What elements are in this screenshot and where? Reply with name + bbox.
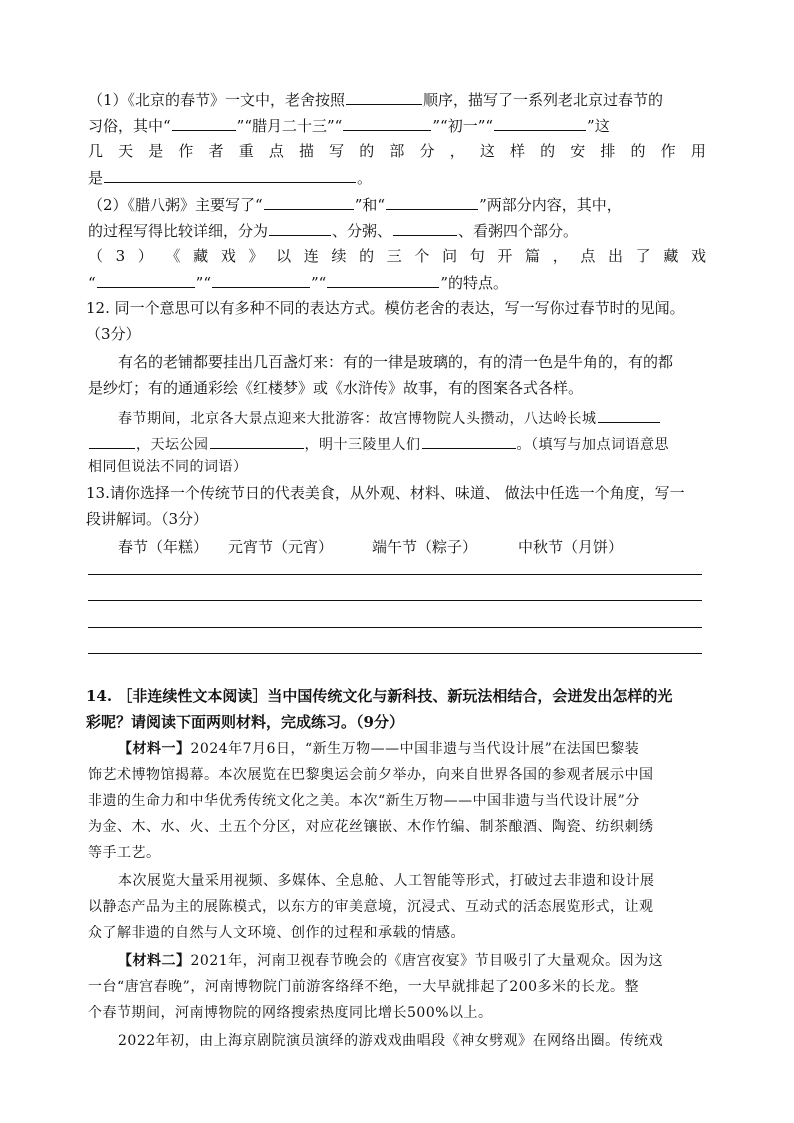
text: 等手工艺。 (88, 845, 161, 861)
char: 句 (469, 247, 485, 265)
text: （3分） (86, 325, 141, 343)
text: 彩呢？请阅读下面两则材料，完成练习。（9分） (86, 713, 404, 731)
char: 的 (630, 142, 646, 160)
blank[interactable] (393, 217, 457, 236)
char: 篇 (525, 247, 541, 265)
q11-p2-line1 (88, 191, 622, 217)
blank[interactable] (422, 430, 516, 449)
text: 一台“唐宫春晚”，河南博物院门前游客络绎不绝，一大早就排起了200多米的长龙。整 (88, 979, 640, 995)
text: ”这 (587, 117, 610, 135)
text: ”“初一”“ (432, 117, 494, 135)
text: “ (88, 274, 96, 292)
option-lantern-festival: 元宵节（元宵） (228, 538, 334, 556)
char: 出 (608, 247, 624, 265)
blank[interactable] (264, 191, 354, 210)
char: 点 (580, 247, 596, 265)
q11-p3-line2 (88, 269, 508, 295)
text: 习俗，其中“ (88, 117, 171, 135)
char: 戏 (220, 247, 236, 265)
material-two-label: 【材料二】 (118, 953, 191, 969)
blank[interactable] (104, 164, 356, 183)
char: 藏 (193, 247, 209, 265)
char: 用 (690, 142, 706, 160)
text: ”和“ (354, 196, 386, 214)
text: 非遗的生命力和中华优秀传统文化之美。本次“新生万物——中国非遗与当代设计展”分 (88, 793, 640, 809)
text: ”的特点。 (440, 274, 509, 292)
q12-score (86, 321, 141, 347)
text: 有名的老铺都要挂出几百盏灯来：有的一律是玻璃的，有的清一色是牛角的，有的都 (118, 353, 674, 371)
q14-m1-p2-line3 (88, 920, 465, 946)
char: 三 (386, 247, 402, 265)
text: 、分粥、 (332, 222, 393, 240)
q12-quote-2 (88, 375, 583, 401)
char: 分 (419, 142, 435, 160)
blank[interactable] (210, 430, 304, 449)
char: 排 (600, 142, 616, 160)
text: ”“ (195, 274, 212, 292)
blank[interactable] (97, 269, 195, 288)
char: 》 (248, 247, 264, 265)
text: （2）《腊八粥》主要写了“ (88, 196, 263, 214)
text: 是纱灯；有的通通彩绘《红楼梦》或《水浒传》故事，有的图案各式各样。 (88, 379, 584, 397)
char: 的 (540, 142, 556, 160)
q13-title-2 (86, 506, 208, 532)
answer-line-1[interactable] (88, 574, 702, 575)
char: 个 (414, 247, 430, 265)
char: 3 (115, 247, 126, 265)
answer-line-2[interactable] (88, 600, 702, 601)
blank[interactable] (598, 404, 660, 423)
char: 样 (509, 142, 525, 160)
char: 了 (635, 247, 651, 265)
text: 段讲解词。（3分） (86, 510, 209, 528)
text: 相同但说法不同的词语） (88, 459, 248, 475)
q11-p2-line2 (88, 217, 578, 243)
q14-m1-line2 (88, 762, 654, 788)
q14-m2-p2-line1 (118, 1028, 663, 1054)
blank[interactable] (327, 269, 439, 288)
blank[interactable] (346, 86, 422, 105)
q14-m1-p2-line1 (118, 868, 655, 894)
char: 者 (208, 142, 224, 160)
q11-p1-line4 (88, 164, 372, 190)
char: 续 (331, 247, 347, 265)
char: 《 (165, 247, 181, 265)
option-dragon-boat: 端午节（粽子） (372, 538, 478, 556)
char: 几 (88, 142, 104, 160)
text: ，明十三陵里人们 (304, 437, 421, 453)
text: 以静态产品为主的展陈模式，以东方的审美意境，沉浸式、互动式的活态展览形式，让观 (88, 899, 654, 915)
blank[interactable] (343, 112, 431, 131)
text: 为金、木、水、火、土五个分区，对应花丝镶嵌、木作竹编、制茶酿酒、陶瓷、纺织刺绣 (88, 819, 654, 835)
q14-m2-line1 (118, 948, 663, 974)
text: 是 (88, 169, 104, 187)
q14-m1-line4 (88, 814, 654, 840)
q12-example-2 (88, 430, 669, 456)
q12-example-1 (118, 404, 661, 430)
char: ， (449, 142, 465, 160)
text: 个春节期间，河南博物院的网络搜索热度同比增长500%以上。 (88, 1005, 493, 1021)
q14-title-1 (86, 683, 672, 709)
char: 连 (303, 247, 319, 265)
char: 部 (389, 142, 405, 160)
text: 2022年初，由上海京剧院演员演绎的游戏戏曲唱段《神女劈观》在网络出圈。传统戏 (118, 1033, 664, 1049)
blank[interactable] (212, 269, 310, 288)
text: 的过程写得比较详细，分为 (88, 222, 269, 240)
text: ，天坛公园 (136, 437, 209, 453)
char: 藏 (663, 247, 679, 265)
char: ， (552, 247, 568, 265)
text: 顺序，描写了一系列老北京过春节的 (423, 91, 664, 109)
q14-m2-line2 (88, 974, 639, 1000)
char: 以 (276, 247, 292, 265)
text: 13.请你选择一个传统节日的代表美食，从外观、材料、味道、 做法中任选一个角度，写一 (86, 484, 685, 502)
text: （1）《北京的春节》一文中，老舍按照 (88, 91, 346, 109)
answer-line-3[interactable] (88, 627, 702, 628)
text: ”“ (311, 274, 327, 292)
char: 作 (660, 142, 676, 160)
text: 2021年，河南卫视春节晚会的《唐宫夜宴》节目吸引了大量观众。因为这 (190, 953, 664, 969)
char: 天 (118, 142, 134, 160)
char: 问 (442, 247, 458, 265)
char: （ (88, 247, 104, 265)
q11-p1-line3 (88, 138, 706, 164)
q12-example-3 (88, 454, 248, 480)
q14-title-2 (86, 709, 404, 735)
text: 众了解非遗的自然与人文环境、创作的过程和承载的情感。 (88, 925, 465, 941)
char: 这 (479, 142, 495, 160)
text: 2024年7月6日，“新生万物——中国非遗与当代设计展”在法国巴黎装 (190, 741, 640, 757)
blank[interactable] (386, 191, 478, 210)
q14-m1-p2-line2 (88, 894, 654, 920)
char: 是 (148, 142, 164, 160)
char: 戏 (690, 247, 706, 265)
text: 14. ［非连续性文本阅读］当中国传统文化与新科技、新玩法相结合，会迸发出怎样的光 (86, 687, 673, 705)
text: 春节期间，北京各大景点迎来大批游客：故宫博物院人头攒动，八达岭长城 (118, 411, 597, 427)
text: 。（填写与加点词语意思 (516, 437, 669, 453)
q11-p1-line1 (88, 86, 663, 112)
char: ） (137, 247, 153, 265)
option-spring-festival: 春节（年糕） (118, 538, 209, 556)
blank[interactable] (89, 430, 135, 449)
text: ”两部分内容，其中， (479, 196, 622, 214)
text: 、看粥四个部分。 (458, 222, 579, 240)
char: 重 (238, 142, 254, 160)
q11-p3-line1 (88, 243, 706, 269)
q14-m1-line5 (88, 840, 161, 866)
blank[interactable] (269, 217, 331, 236)
char: 点 (268, 142, 284, 160)
char: 的 (359, 142, 375, 160)
char: 的 (359, 247, 375, 265)
q13-title-1 (86, 480, 685, 506)
char: 开 (497, 247, 513, 265)
text: 本次展览大量采用视频、多媒体、全息舱、人工智能等形式，打破过去非遗和设计展 (118, 873, 655, 889)
char: 安 (570, 142, 586, 160)
blank[interactable] (172, 112, 236, 131)
blank[interactable] (494, 112, 586, 131)
char: 作 (178, 142, 194, 160)
q12-title (86, 295, 685, 321)
material-one-label: 【材料一】 (118, 741, 191, 757)
option-mid-autumn: 中秋节（月饼） (518, 538, 624, 556)
text: 。 (357, 169, 373, 187)
char: 写 (329, 142, 345, 160)
q14-m1-line3 (88, 788, 640, 814)
q14-m1-line1 (118, 736, 639, 762)
q12-quote-1 (118, 349, 673, 375)
text: ”“腊月二十三”“ (236, 117, 343, 135)
text: 12. 同一个意思可以有多种不同的表达方式。模仿老舍的表达，写一写你过春节时的见闻。 (86, 299, 685, 317)
q11-p1-line2 (88, 112, 610, 138)
text: 饰艺术博物馆揭幕。本次展览在巴黎奥运会前夕举办，向来自世界各国的参观者展示中国 (88, 767, 654, 783)
char: 描 (298, 142, 314, 160)
q13-options (118, 534, 678, 560)
q14-m2-line3 (88, 1000, 493, 1026)
answer-line-4[interactable] (88, 653, 702, 654)
